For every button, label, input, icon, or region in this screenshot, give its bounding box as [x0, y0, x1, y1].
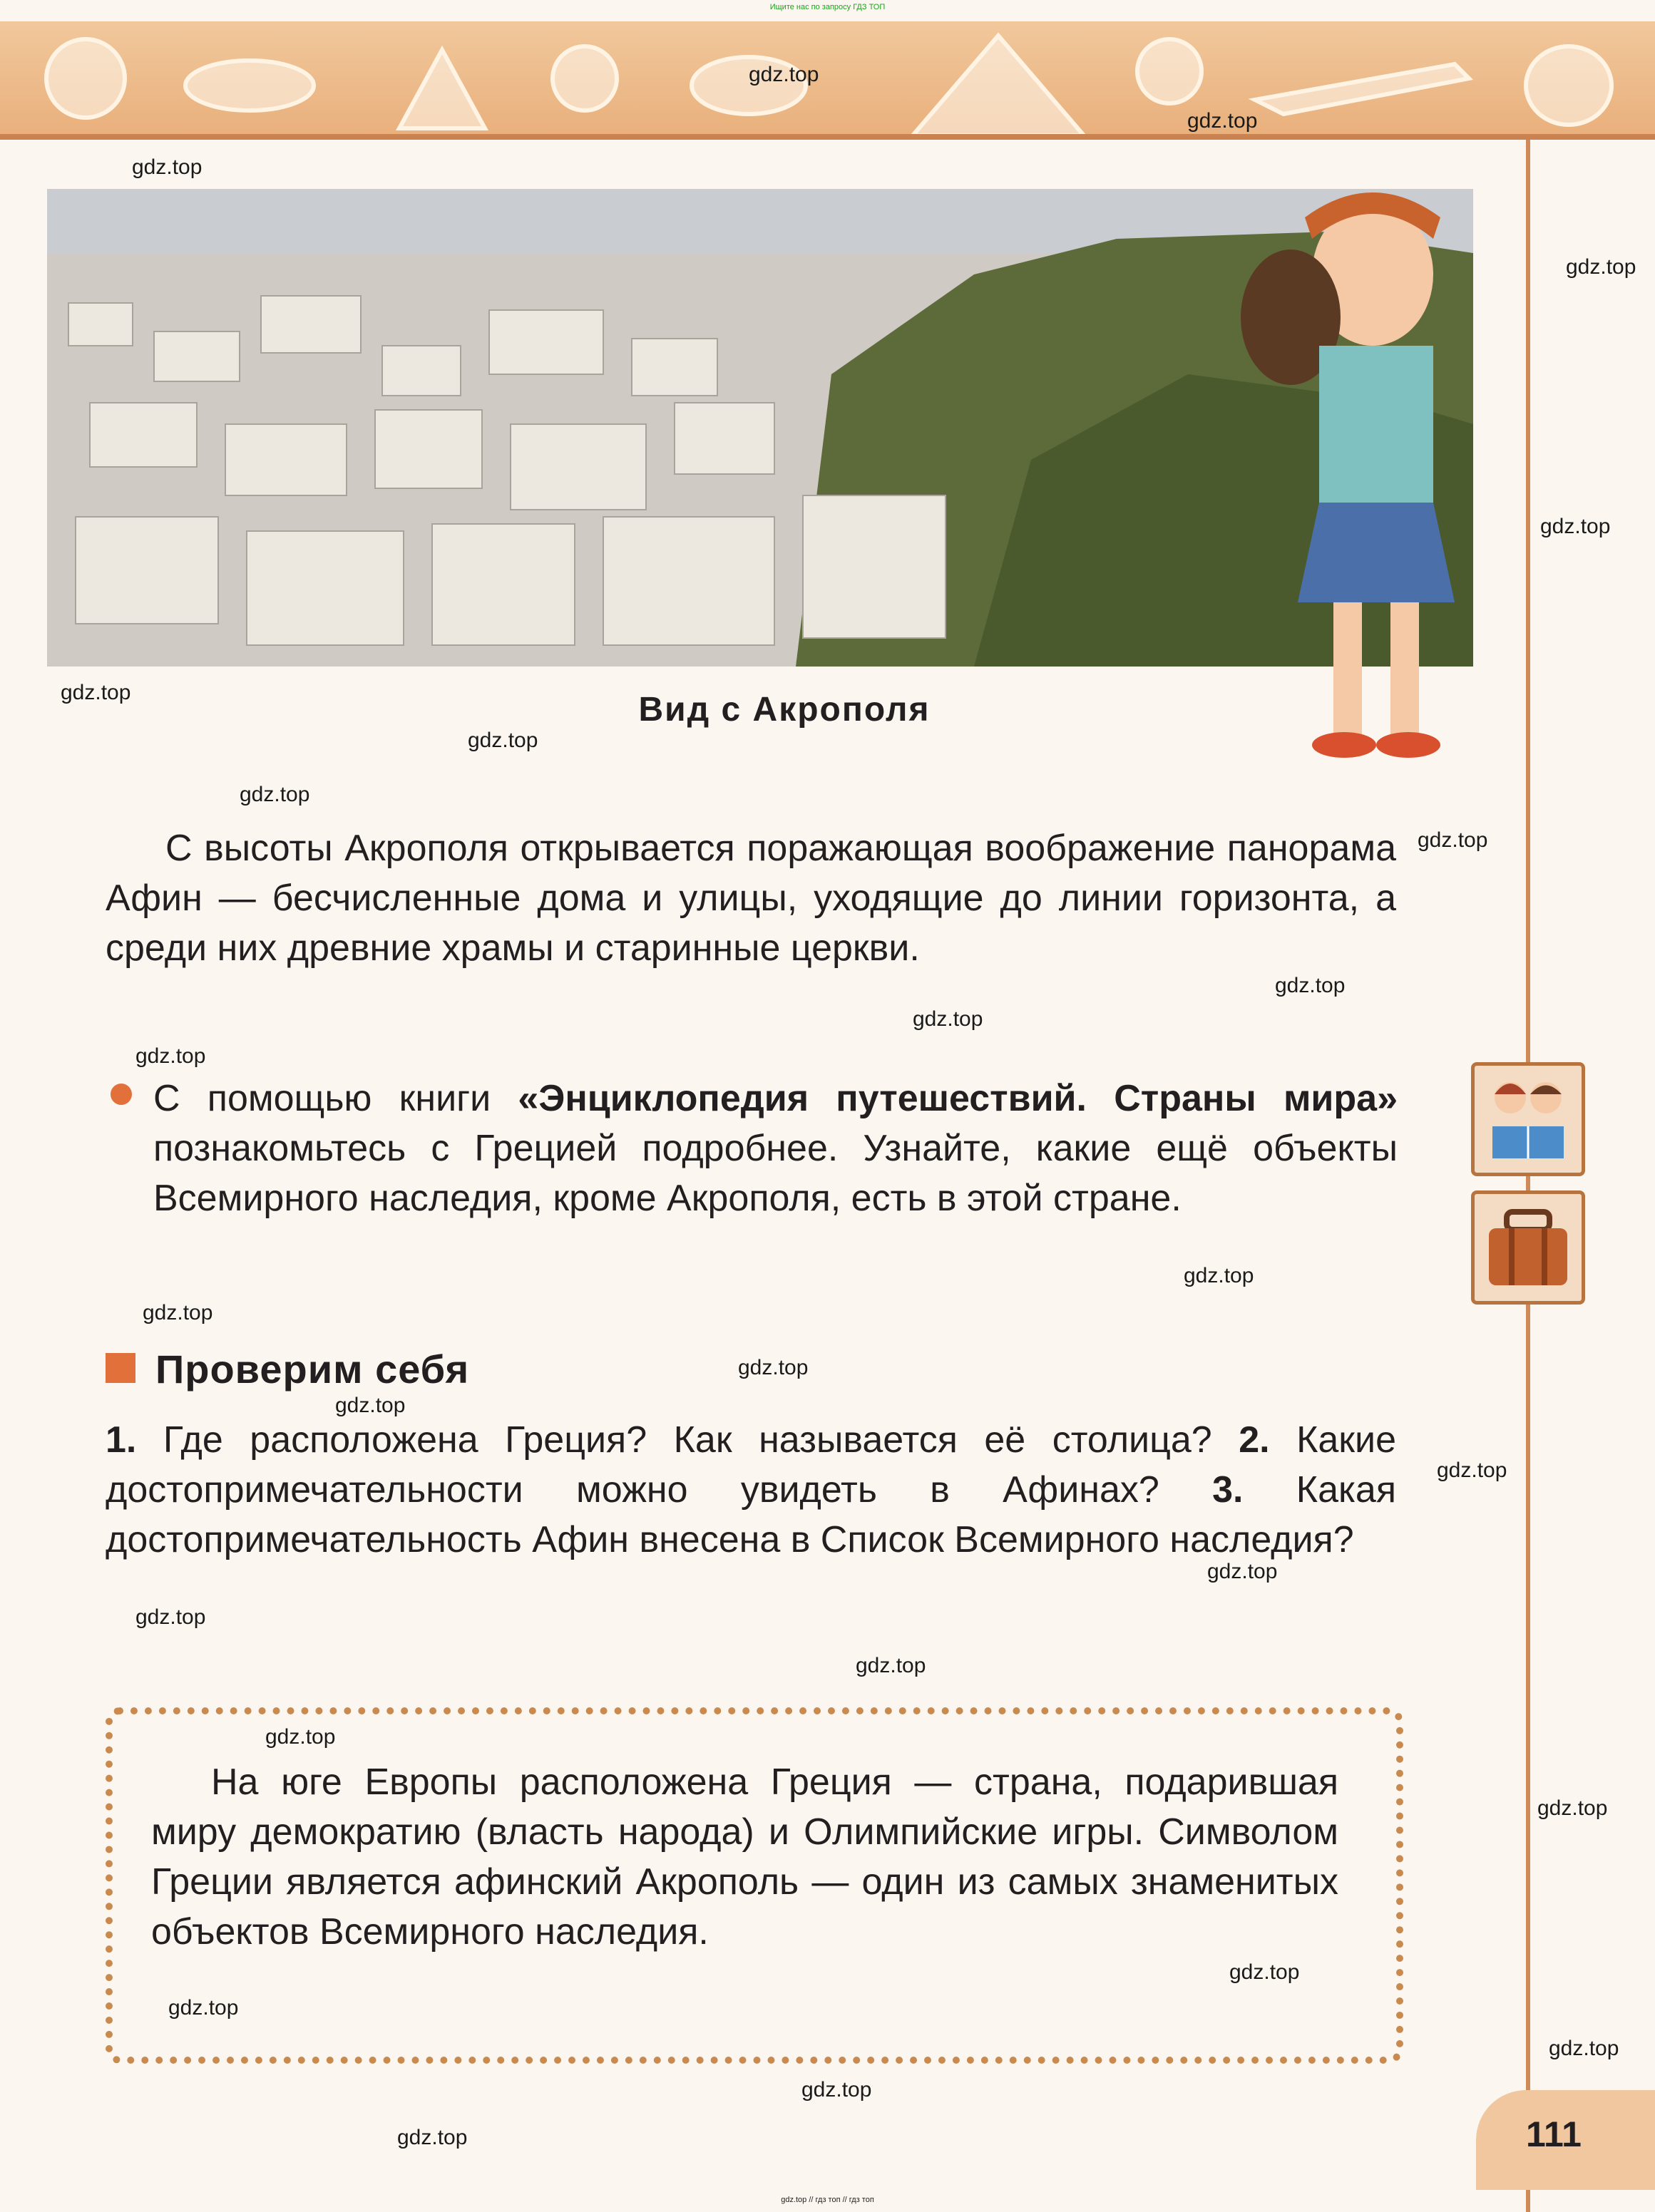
watermark: gdz.top [1437, 1459, 1507, 1482]
task-paragraph [153, 1074, 1398, 1223]
question-number: 1. [106, 1419, 137, 1461]
book-title: «Энциклопедия путешествий. Страны мира» [518, 1078, 1398, 1119]
suitcase-icon [1471, 1190, 1585, 1305]
question-number: 3. [1212, 1469, 1244, 1511]
question-text: Где расположена Греция? Как называется её столица? [136, 1419, 1239, 1461]
check-questions [106, 1415, 1396, 1565]
photo-caption: Вид с Акрополя [638, 691, 931, 729]
watermark: gdz.top [801, 2078, 872, 2102]
watermark: gdz.top [1207, 1560, 1278, 1583]
page-number: 111 [1526, 2114, 1582, 2154]
watermark: gdz.top [738, 1356, 809, 1379]
watermark: gdz.top [143, 1301, 213, 1324]
watermark: gdz.top [135, 1605, 206, 1629]
sun-icon [1137, 39, 1201, 103]
watermark: gdz.top [1275, 974, 1346, 997]
watermark: gdz.top [1549, 2037, 1619, 2060]
section-marker-icon [106, 1353, 135, 1383]
watermark: gdz.top [1229, 1960, 1300, 1984]
watermark: gdz.top [168, 1996, 239, 2020]
watermark: gdz.top [335, 1394, 406, 1417]
top-note: Ищите нас по запросу ГДЗ ТОП [769, 3, 886, 11]
watermark: gdz.top [135, 1044, 206, 1068]
watermark: gdz.top [913, 1007, 983, 1031]
summary-text [151, 1757, 1338, 1957]
amphora-icon [1526, 46, 1612, 125]
task-text-after: познакомьтесь с Грецией подробнее. Узнайте, какие ещё объекты Всемирного наследия, кроме Акрополя, есть в этой стране. [153, 1128, 1398, 1219]
bottom-note: gdz.top // гдз топ // гдз топ [781, 2196, 874, 2204]
ship-icon [185, 61, 314, 110]
task-text-before: С помощью книги [153, 1078, 518, 1119]
globe-icon [46, 39, 125, 118]
paragraph-acropolis [106, 823, 1396, 973]
question-number: 2. [1239, 1419, 1270, 1461]
question-text: Какие достопримечательности можно увидеть в Афинах? [106, 1419, 1396, 1511]
children-reading-icon [1471, 1062, 1585, 1176]
watermark: gdz.top [1418, 828, 1488, 852]
watermark: gdz.top [1187, 109, 1258, 133]
watermark: gdz.top [1540, 515, 1611, 538]
bullet-icon [111, 1084, 132, 1105]
airplane-icon [1255, 64, 1469, 114]
check-yourself-title: Проверим себя [155, 1347, 470, 1391]
banner-divider [0, 134, 1655, 140]
watermark: gdz.top [1184, 1264, 1254, 1287]
watermark: gdz.top [265, 1725, 336, 1749]
watermark: gdz.top [468, 729, 538, 752]
pyramid-icon [913, 36, 1084, 135]
summary-body: На юге Европы расположена Греция — страна, подарившая миру демократию (власть народа) и Олимпийские игры. Символом Греции является афинский Акрополь — один из самых знаменитых объектов Всемирного наследия. [151, 1761, 1338, 1953]
decorative-banner [0, 21, 1655, 135]
watermark: gdz.top [397, 2126, 468, 2149]
watermark: gdz.top [749, 63, 819, 86]
tower-icon [399, 50, 485, 128]
watermark: gdz.top [856, 1654, 926, 1677]
watermark: gdz.top [61, 681, 131, 704]
watermark: gdz.top [1566, 255, 1636, 279]
paragraph-text: С высоты Акрополя открывается поражающая воображение панорама Афин — бесчисленные дома и улицы, уходящие до линии горизонта, а среди них древние храмы и старинные церкви. [106, 828, 1396, 969]
question-text: Какая достопримечательность Афин внесена в Список Всемирного наследия? [106, 1469, 1396, 1560]
watermark: gdz.top [240, 783, 310, 806]
girl-with-amphora-illustration [1212, 175, 1483, 766]
compass-icon [553, 46, 617, 110]
watermark: gdz.top [132, 155, 203, 179]
watermark: gdz.top [1537, 1796, 1608, 1820]
